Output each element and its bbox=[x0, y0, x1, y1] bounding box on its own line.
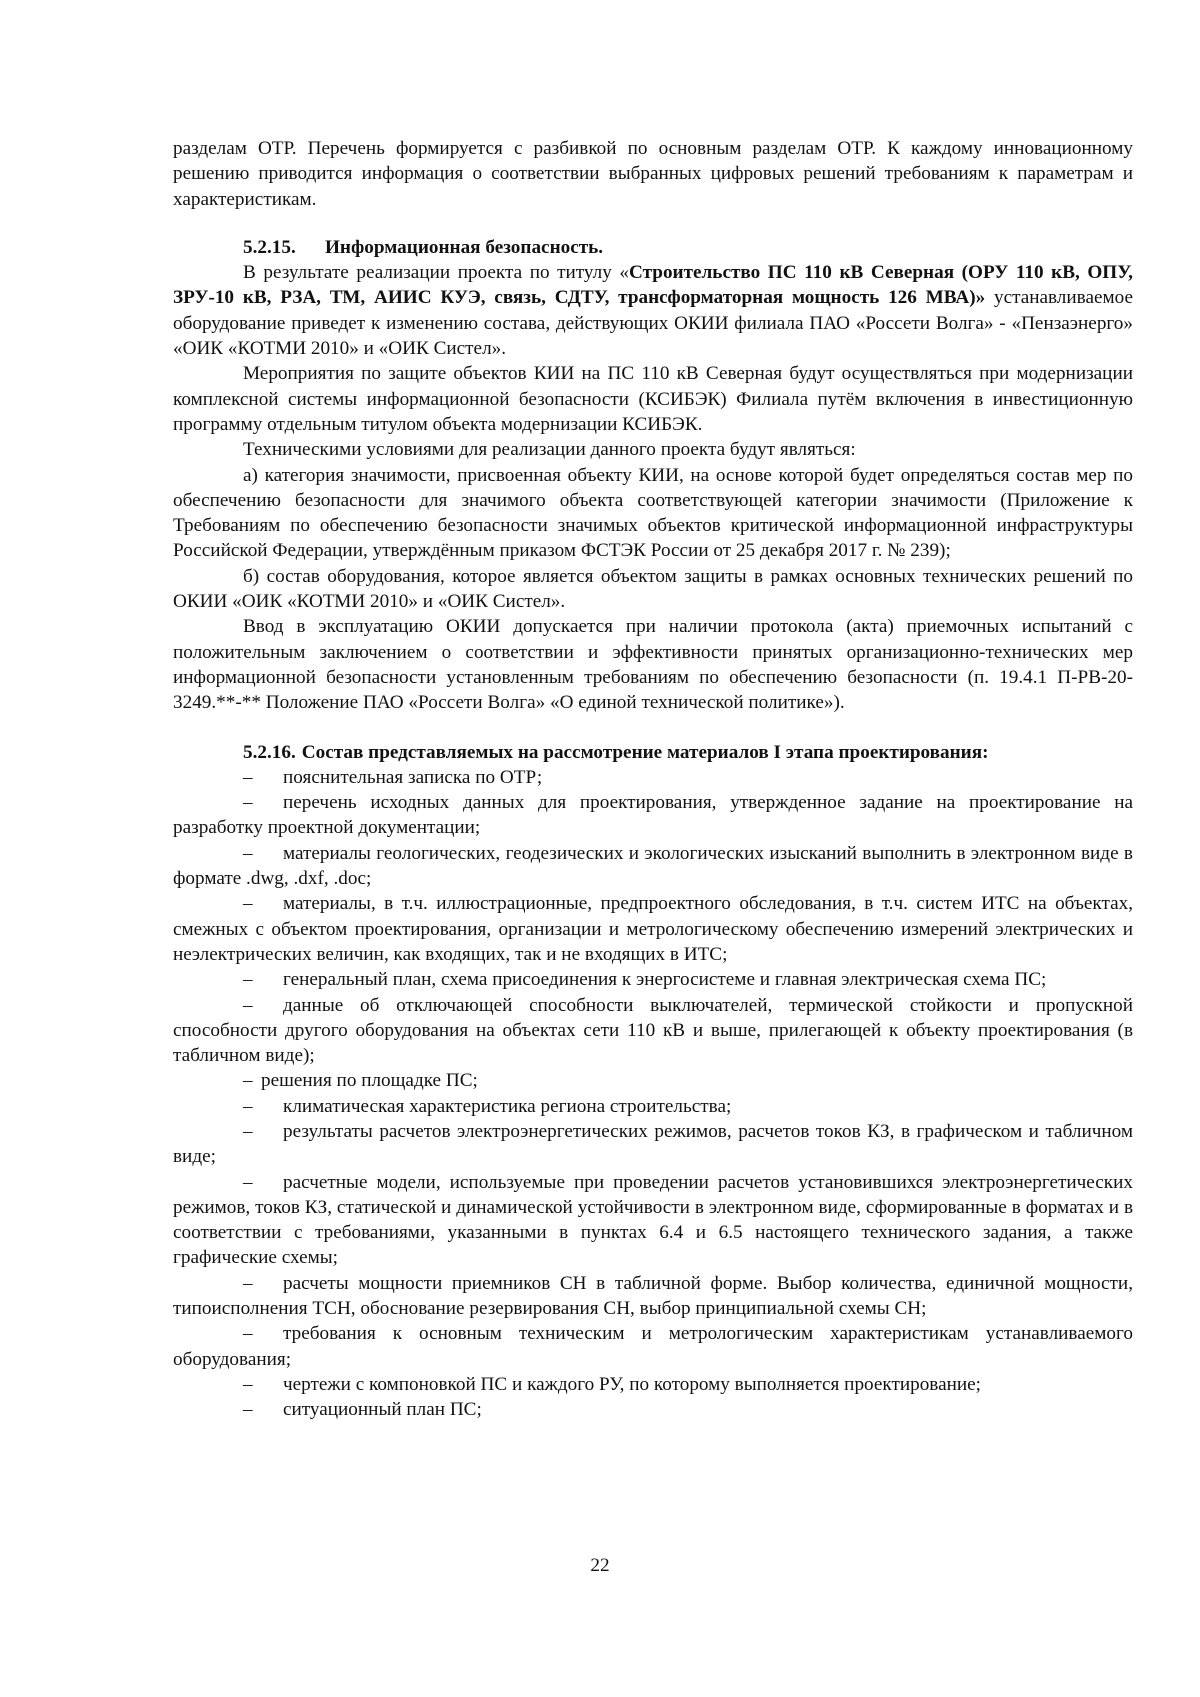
list-item bbox=[173, 790, 1133, 841]
list-dash: – bbox=[243, 994, 253, 1016]
list-item-text: материалы геологических, геодезических и экологических изысканий выполнить в электронном виде в формате .dwg, .dxf, .doc; bbox=[173, 842, 1133, 890]
document-page bbox=[173, 136, 1133, 1423]
list-item bbox=[173, 1068, 1133, 1093]
list-dash: – bbox=[243, 1323, 253, 1345]
list-item-text: генеральный план, схема присоединения к энергосистеме и главная электрическая схема ПС; bbox=[283, 969, 1047, 991]
list-item-text: данные об отключающей способности выключателей, термической стойкости и пропускной способности другого оборудования на объектах сети 110 кВ и выше, прилегающей к объекту проектирования (в табличном виде); bbox=[173, 994, 1133, 1067]
section-number: 5.2.15. bbox=[243, 236, 296, 258]
list-item bbox=[173, 1321, 1133, 1372]
list-item-text: материалы, в т.ч. иллюстрационные, предпроектного обследования, в т.ч. систем ИТС на объектах, смежных с объектом проектирования, организации и метрологическому обеспечению измерений электрических и неэлектрических величин, как входящих, так и не входящих в ИТС; bbox=[173, 893, 1133, 965]
list-item-text: пояснительная записка по ОТР; bbox=[283, 766, 543, 788]
list-item bbox=[173, 1271, 1133, 1322]
list-dash: – bbox=[243, 1171, 253, 1193]
section-5-2-16-heading bbox=[243, 740, 1133, 765]
page-number: 22 bbox=[590, 1555, 610, 1576]
paragraph-project-title bbox=[173, 260, 1133, 361]
list-item-text: перечень исходных данных для проектирования, утвержденное задание на проектирование на разработку проектной документации; bbox=[173, 792, 1133, 839]
list-dash: – bbox=[243, 893, 253, 915]
materials-list bbox=[173, 765, 1133, 1423]
list-item bbox=[173, 1094, 1133, 1119]
project-title-bold: Строительство ПС 110 кВ Северная (ОРУ 110 кВ, ОПУ, ЗРУ-10 кВ, РЗА, ТМ, АИИС КУЭ, связь, СДТУ, трансформаторная мощность 126 МВА)» bbox=[173, 262, 1133, 309]
list-dash: – bbox=[243, 1070, 253, 1092]
list-item-text: расчетные модели, используемые при проведении расчетов установившихся электроэнергетических режимов, токов КЗ, статической и динамической устойчивости в электронном виде, сформированные в форматах и в соответствии с требованиями, указанными в пунктах 6.4 и 6.5 настоящего технического задания, а также графические схемы; bbox=[173, 1171, 1133, 1269]
list-dash: – bbox=[243, 842, 253, 864]
list-item bbox=[173, 1170, 1133, 1271]
list-item-text: климатическая характеристика региона строительства; bbox=[283, 1095, 732, 1117]
list-dash: – bbox=[243, 1373, 253, 1395]
paragraph-commissioning: Ввод в эксплуатацию ОКИИ допускается при наличии протокола (акта) приемочных испытаний с положительным заключением о соответствии и эффективности принятых организационно-технических мер информационной безопасности установленным требованиям по обеспечению безопасности (п. 19.4.1 П-РВ-20-3249.**-** Положение ПАО «Россети Волга» «О единой технической политике»). bbox=[173, 616, 1133, 714]
text-span: устанавливаемое оборудование приведет к изменению состава, действующих ОКИИ филиала ПАО «Россети Волга» - «Пензаэнерго» «ОИК «КОТМИ 2010» и «ОИК Систел». bbox=[173, 287, 1133, 360]
list-item-text: результаты расчетов электроэнергетических режимов, расчетов токов КЗ, в графическом и табличном виде; bbox=[173, 1120, 1133, 1168]
list-item bbox=[173, 993, 1133, 1069]
list-item bbox=[173, 1397, 1133, 1422]
list-dash: – bbox=[243, 1272, 253, 1294]
list-dash: – bbox=[243, 1120, 253, 1142]
text-span: В результате реализации проекта по титулу « bbox=[243, 262, 630, 284]
paragraph-kii-measures: Мероприятия по защите объектов КИИ на ПС 110 кВ Северная будут осуществляться при модернизации комплексной системы информационной безопасности (КСИБЭК) Филиала путём включения в инвестиционную программу отдельным титулом объекта модернизации КСИБЭК. bbox=[173, 363, 1133, 435]
list-dash: – bbox=[243, 969, 253, 991]
list-item-text: решения по площадке ПС; bbox=[261, 1070, 478, 1092]
section-number: 5.2.16. bbox=[243, 741, 296, 763]
list-dash: – bbox=[243, 1399, 253, 1421]
list-item-text: расчеты мощности приемников СН в табличной форме. Выбор количества, единичной мощности, типоисполнения ТСН, обоснование резервирования СН, выбор принципиальной схемы СН; bbox=[173, 1272, 1133, 1320]
paragraph-conditions: Техническими условиями для реализации данного проекта будут являться: bbox=[243, 439, 856, 461]
list-dash: – bbox=[243, 766, 253, 788]
section-title: Состав представляемых на рассмотрение материалов I этапа проектирования: bbox=[301, 741, 989, 763]
list-item bbox=[173, 1372, 1133, 1397]
section-5-2-15-heading bbox=[243, 235, 1133, 260]
list-item bbox=[173, 891, 1133, 967]
intro-paragraph: разделам ОТР. Перечень формируется с разбивкой по основным разделам ОТР. К каждому инновационному решению приводится информация о соответствии выбранных цифровых решений требованиям к параметрам и характеристикам. bbox=[173, 138, 1133, 210]
section-title: Информационная безопасность. bbox=[325, 236, 604, 258]
list-item bbox=[173, 967, 1133, 992]
list-dash: – bbox=[243, 1095, 253, 1117]
list-dash: – bbox=[243, 792, 253, 814]
paragraph-condition-a: а) категория значимости, присвоенная объекту КИИ, на основе которой будет определяться состав мер по обеспечению безопасности для значимого объекта соответствующей категории значимости (Приложение к Требованиям по обеспечению безопасности значимых объектов критической информационной инфраструктуры Российской Федерации, утверждённым приказом ФСТЭК России от 25 декабря 2017 г. № 239); bbox=[173, 464, 1133, 562]
paragraph-condition-b: б) состав оборудования, которое является объектом защиты в рамках основных технических решений по ОКИИ «ОИК «КОТМИ 2010» и «ОИК Систел». bbox=[173, 565, 1133, 613]
list-item-text: ситуационный план ПС; bbox=[283, 1399, 482, 1421]
list-item-text: требования к основным техническим и метрологическим характеристикам устанавливаемого оборудования; bbox=[173, 1323, 1133, 1370]
list-item bbox=[173, 1119, 1133, 1170]
list-item bbox=[173, 765, 1133, 790]
list-item bbox=[173, 841, 1133, 892]
list-item-text: чертежи с компоновкой ПС и каждого РУ, по которому выполняется проектирование; bbox=[283, 1373, 982, 1395]
